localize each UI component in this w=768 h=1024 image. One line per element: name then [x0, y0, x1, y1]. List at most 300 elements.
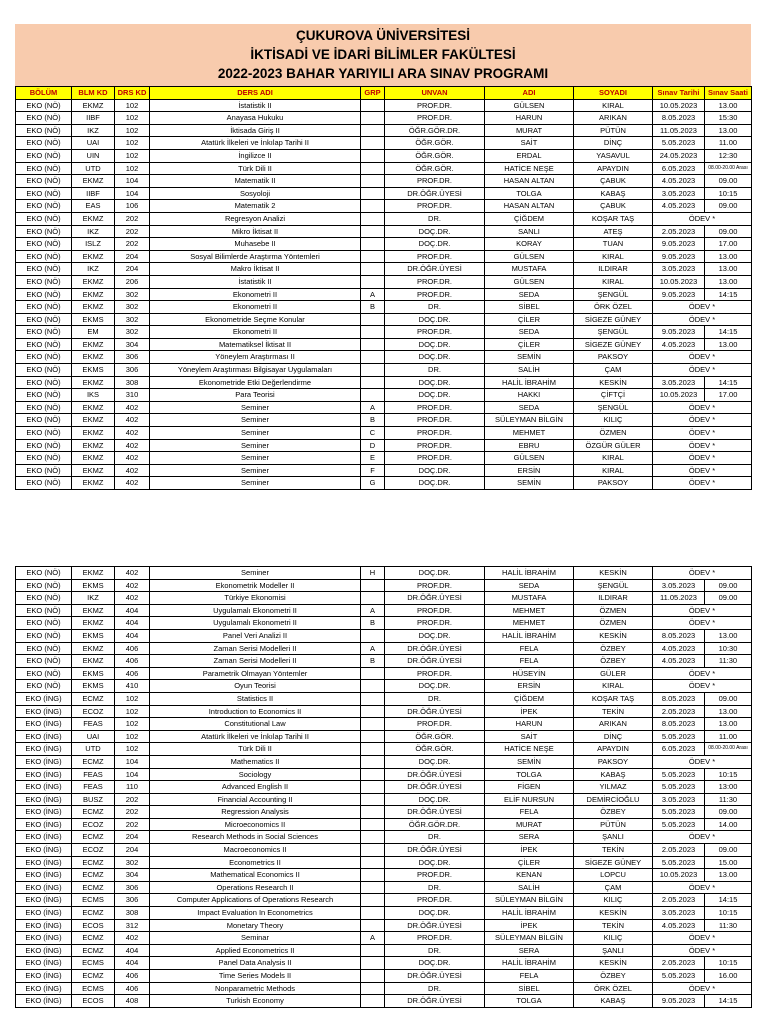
table-cell: FELA: [485, 655, 574, 668]
table-cell: [361, 831, 385, 844]
table-cell: 404: [115, 629, 150, 642]
table-cell: SEMİN: [485, 351, 574, 364]
table-cell: Regresyon Analizi: [150, 212, 361, 225]
table-row: [16, 124, 752, 137]
table-cell: DR.: [385, 212, 485, 225]
table-cell: UAI: [72, 730, 115, 743]
table-row: [16, 175, 752, 188]
table-cell: 15.00: [705, 856, 752, 869]
table-cell: 2.05.2023: [653, 844, 705, 857]
table-cell: EKO (NÖ): [16, 680, 72, 693]
table-cell: IKZ: [72, 263, 115, 276]
table-cell: ECMZ: [72, 806, 115, 819]
table-cell: DOÇ.DR.: [385, 907, 485, 920]
table-cell: SEDA: [485, 326, 574, 339]
table-cell: 402: [115, 567, 150, 580]
table-cell: 09.00: [705, 579, 752, 592]
table-cell: [361, 124, 385, 137]
table-cell: 10:15: [705, 907, 752, 920]
table-cell: 304: [115, 338, 150, 351]
table-cell: TOLGA: [485, 995, 574, 1008]
table-cell: EKMZ: [72, 401, 115, 414]
table-cell: ECMZ: [72, 831, 115, 844]
table-cell: DOÇ.DR.: [385, 477, 485, 490]
table-cell: SANLI: [485, 225, 574, 238]
table-cell: Statistics II: [150, 692, 361, 705]
table-cell: 204: [115, 263, 150, 276]
table-cell: EKO (İNG): [16, 995, 72, 1008]
table-cell: PROF.DR.: [385, 200, 485, 213]
table-cell: Ekonometri II: [150, 301, 361, 314]
table-cell: 14:15: [705, 894, 752, 907]
table-cell: [361, 970, 385, 983]
table-cell: Advanced English II: [150, 781, 361, 794]
table-cell: EKMZ: [72, 351, 115, 364]
table-row: [16, 389, 752, 402]
table-cell: 6.05.2023: [653, 743, 705, 756]
table-row: [16, 187, 752, 200]
table-cell: HATİCE NEŞE: [485, 162, 574, 175]
column-header: BÖLÜM: [16, 87, 72, 100]
table-cell: 406: [115, 982, 150, 995]
table-cell: 5.05.2023: [653, 818, 705, 831]
table-cell: IIBF: [72, 187, 115, 200]
table-cell: [361, 162, 385, 175]
table-cell: SEMİN: [485, 477, 574, 490]
table-cell: 5.05.2023: [653, 806, 705, 819]
table-cell: [361, 326, 385, 339]
table-cell: DOÇ.DR.: [385, 957, 485, 970]
table-cell: 304: [115, 869, 150, 882]
table-cell: 306: [115, 894, 150, 907]
table-cell: SÜLEYMAN BİLGİN: [485, 932, 574, 945]
table-row: [16, 680, 752, 693]
table-cell: [361, 730, 385, 743]
table-row: [16, 301, 752, 314]
table-cell: 404: [115, 957, 150, 970]
table-cell: EKO (İNG): [16, 944, 72, 957]
table-cell: EKO (NÖ): [16, 200, 72, 213]
table-row: [16, 288, 752, 301]
table-cell: 9.05.2023: [653, 288, 705, 301]
table-row: [16, 592, 752, 605]
table-row: [16, 655, 752, 668]
table-cell: TEKİN: [574, 705, 653, 718]
table-cell: [361, 705, 385, 718]
table-cell: EKMZ: [72, 414, 115, 427]
table-cell: DR.ÖĞR.ÜYESİ: [385, 844, 485, 857]
table-cell: SERA: [485, 944, 574, 957]
table-cell: [361, 376, 385, 389]
table-cell: ECMS: [72, 957, 115, 970]
table-cell: ELİF NURSUN: [485, 793, 574, 806]
table-cell: Introduction to Economics II: [150, 705, 361, 718]
table-cell: [361, 869, 385, 882]
table-cell: PAKSOY: [574, 351, 653, 364]
table-row: [16, 112, 752, 125]
table-row: [16, 982, 752, 995]
table-cell: ÖDEV *: [653, 464, 752, 477]
table-cell: IKZ: [72, 124, 115, 137]
table-cell: DOÇ.DR.: [385, 389, 485, 402]
table-cell: H: [361, 567, 385, 580]
table-cell: ÖDEV *: [653, 212, 752, 225]
table-cell: Zaman Serisi Modelleri II: [150, 642, 361, 655]
table-cell: [361, 718, 385, 731]
table-cell: SİBEL: [485, 982, 574, 995]
table-cell: ŞANLI: [574, 831, 653, 844]
table-cell: 14:15: [705, 376, 752, 389]
table-cell: 4.05.2023: [653, 642, 705, 655]
table-row: [16, 957, 752, 970]
table-cell: 402: [115, 579, 150, 592]
table-cell: [361, 907, 385, 920]
table-cell: Mikro İktisat II: [150, 225, 361, 238]
table-cell: Matematik 2: [150, 200, 361, 213]
table-cell: [361, 755, 385, 768]
table-cell: A: [361, 401, 385, 414]
table-cell: 16.00: [705, 970, 752, 983]
table-cell: EKO (İNG): [16, 932, 72, 945]
table-cell: HASAN ALTAN: [485, 175, 574, 188]
table-cell: Uygulamalı Ekonometri II: [150, 617, 361, 630]
table-row: [16, 932, 752, 945]
table-cell: İngilizce II: [150, 149, 361, 162]
table-cell: 206: [115, 275, 150, 288]
table-cell: EKO (NÖ): [16, 604, 72, 617]
table-cell: ÇİĞDEM: [485, 692, 574, 705]
table-cell: Computer Applications of Operations Research: [150, 894, 361, 907]
table-cell: 13.00: [705, 718, 752, 731]
table-cell: DOÇ.DR.: [385, 351, 485, 364]
table-cell: EKMS: [72, 313, 115, 326]
program-title: 2022-2023 BAHAR YARIYILI ARA SINAV PROGRAMI: [217, 66, 549, 81]
table-row: [16, 818, 752, 831]
table-cell: EKMZ: [72, 427, 115, 440]
table-cell: 104: [115, 187, 150, 200]
table-cell: [361, 667, 385, 680]
table-cell: 8.05.2023: [653, 692, 705, 705]
table-cell: [361, 592, 385, 605]
table-row: [16, 275, 752, 288]
table-cell: 10.05.2023: [653, 99, 705, 112]
table-cell: DOÇ.DR.: [385, 793, 485, 806]
table-cell: GÜLSEN: [485, 250, 574, 263]
table-cell: [361, 743, 385, 756]
table-cell: EKO (İNG): [16, 818, 72, 831]
table-cell: [361, 806, 385, 819]
table-cell: PROF.DR.: [385, 288, 485, 301]
table-cell: 202: [115, 238, 150, 251]
table-cell: EKO (NÖ): [16, 401, 72, 414]
table-cell: Impact Evaluation In Econometrics: [150, 907, 361, 920]
table-cell: DR.ÖĞR.ÜYESİ: [385, 655, 485, 668]
table-cell: ÖDEV *: [653, 982, 752, 995]
table-cell: Macroeconomics II: [150, 844, 361, 857]
table-cell: TEKİN: [574, 919, 653, 932]
table-cell: PROF.DR.: [385, 250, 485, 263]
table-cell: [361, 881, 385, 894]
table-cell: DOÇ.DR.: [385, 856, 485, 869]
table-cell: KESKİN: [574, 629, 653, 642]
table-cell: GÜLSEN: [485, 275, 574, 288]
table-cell: 308: [115, 376, 150, 389]
table-cell: ATEŞ: [574, 225, 653, 238]
table-cell: DOÇ.DR.: [385, 680, 485, 693]
table-cell: EKO (NÖ): [16, 427, 72, 440]
table-cell: 308: [115, 907, 150, 920]
table-cell: ÖDEV *: [653, 301, 752, 314]
table-cell: GÜLER: [574, 667, 653, 680]
table-cell: ARIKAN: [574, 718, 653, 731]
table-cell: Anayasa Hukuku: [150, 112, 361, 125]
table-cell: Makro İktisat II: [150, 263, 361, 276]
table-cell: 204: [115, 250, 150, 263]
table-cell: PROF.DR.: [385, 99, 485, 112]
table-cell: G: [361, 477, 385, 490]
table-cell: [361, 957, 385, 970]
table-cell: Nonparametric Methods: [150, 982, 361, 995]
table-cell: EKMZ: [72, 642, 115, 655]
table-cell: EKO (NÖ): [16, 124, 72, 137]
table-cell: SİGEZE GÜNEY: [574, 856, 653, 869]
table-cell: Ekonometride Etki Değerlendirme: [150, 376, 361, 389]
table-cell: İPEK: [485, 844, 574, 857]
table-cell: ÖĞR.GÖR.: [385, 743, 485, 756]
table-cell: 10:30: [705, 642, 752, 655]
table-cell: Atatürk İlkeleri ve İnkılap Tarihi II: [150, 730, 361, 743]
table-cell: ÖDEV *: [653, 477, 752, 490]
table-cell: ECOS: [72, 995, 115, 1008]
table-cell: PAKSOY: [574, 477, 653, 490]
table-cell: EKO (NÖ): [16, 238, 72, 251]
table-cell: 312: [115, 919, 150, 932]
table-cell: FELA: [485, 806, 574, 819]
table-cell: SİGEZE GÜNEY: [574, 338, 653, 351]
table-cell: ÖDEV *: [653, 364, 752, 377]
table-cell: Sociology: [150, 768, 361, 781]
table-cell: Regression Analysis: [150, 806, 361, 819]
column-header: BLM KD: [72, 87, 115, 100]
table-cell: 11.05.2023: [653, 592, 705, 605]
table-cell: 5.05.2023: [653, 730, 705, 743]
table-cell: EKMZ: [72, 477, 115, 490]
table-row: [16, 263, 752, 276]
table-row: [16, 907, 752, 920]
table-cell: ÖDEV *: [653, 452, 752, 465]
table-cell: SAİT: [485, 730, 574, 743]
table-cell: 202: [115, 212, 150, 225]
table-cell: [361, 338, 385, 351]
column-header: SOYADI: [574, 87, 653, 100]
table-cell: Seminer: [150, 401, 361, 414]
table-cell: Operations Research II: [150, 881, 361, 894]
table-cell: DR.: [385, 364, 485, 377]
table-cell: DR.ÖĞR.ÜYESİ: [385, 705, 485, 718]
table-row: [16, 604, 752, 617]
table-cell: ÇİLER: [485, 338, 574, 351]
table-cell: 4.05.2023: [653, 338, 705, 351]
table-cell: D: [361, 439, 385, 452]
table-row: [16, 137, 752, 150]
table-cell: F: [361, 464, 385, 477]
table-cell: EM: [72, 326, 115, 339]
table-cell: 406: [115, 655, 150, 668]
table-cell: 9.05.2023: [653, 238, 705, 251]
table-cell: EKO (İNG): [16, 831, 72, 844]
table-cell: 14:15: [705, 995, 752, 1008]
table-cell: Türk Dili II: [150, 743, 361, 756]
table-cell: EKO (NÖ): [16, 162, 72, 175]
title-banner: [15, 24, 751, 86]
table-cell: EKMZ: [72, 617, 115, 630]
table-cell: 404: [115, 944, 150, 957]
table-cell: KIRAL: [574, 452, 653, 465]
table-cell: Oyun Teorisi: [150, 680, 361, 693]
table-cell: 08.00-20.00 Arası: [705, 743, 752, 756]
table-cell: EKO (NÖ): [16, 414, 72, 427]
table-cell: EKMZ: [72, 99, 115, 112]
table-row: [16, 856, 752, 869]
table-cell: [361, 112, 385, 125]
table-cell: IKS: [72, 389, 115, 402]
table-row: [16, 414, 752, 427]
table-cell: Seminer: [150, 439, 361, 452]
table-row: [16, 881, 752, 894]
table-cell: HARUN: [485, 112, 574, 125]
table-cell: 3.05.2023: [653, 263, 705, 276]
table-cell: DR.: [385, 944, 485, 957]
table-cell: 306: [115, 881, 150, 894]
table-cell: KIRAL: [574, 99, 653, 112]
table-cell: 09.00: [705, 844, 752, 857]
table-row: [16, 692, 752, 705]
table-cell: 8.05.2023: [653, 629, 705, 642]
table-cell: PROF.DR.: [385, 326, 485, 339]
table-row: [16, 944, 752, 957]
table-cell: EKO (İNG): [16, 730, 72, 743]
table-cell: Ekonometri II: [150, 288, 361, 301]
exam-schedule-table-1: [15, 86, 752, 490]
table-cell: EKO (İNG): [16, 856, 72, 869]
table-cell: EKMZ: [72, 439, 115, 452]
table-cell: 202: [115, 818, 150, 831]
table-cell: 102: [115, 692, 150, 705]
table-cell: [361, 389, 385, 402]
table-cell: EKO (NÖ): [16, 464, 72, 477]
table-cell: EKO (NÖ): [16, 452, 72, 465]
table-cell: EKO (İNG): [16, 869, 72, 882]
table-cell: B: [361, 655, 385, 668]
table-cell: Time Series Models II: [150, 970, 361, 983]
table-cell: Turkish Economy: [150, 995, 361, 1008]
table-cell: 14:15: [705, 326, 752, 339]
table-cell: [361, 692, 385, 705]
table-cell: 402: [115, 592, 150, 605]
table-cell: ÖĞR.GÖR.DR.: [385, 124, 485, 137]
table-row: [16, 667, 752, 680]
table-cell: [361, 894, 385, 907]
table-cell: İktisada Giriş II: [150, 124, 361, 137]
table-row: [16, 781, 752, 794]
table-cell: DOÇ.DR.: [385, 755, 485, 768]
table-cell: 102: [115, 124, 150, 137]
table-cell: EKMS: [72, 629, 115, 642]
table-cell: Sosyoloji: [150, 187, 361, 200]
table-cell: [361, 793, 385, 806]
table-cell: ERSİN: [485, 464, 574, 477]
table-cell: ÖDEV *: [653, 351, 752, 364]
table-cell: Seminer: [150, 452, 361, 465]
table-cell: Ekonometrik Modeller II: [150, 579, 361, 592]
table-row: [16, 755, 752, 768]
table-cell: PROF.DR.: [385, 579, 485, 592]
table-cell: ÖZMEN: [574, 427, 653, 440]
table-cell: PROF.DR.: [385, 414, 485, 427]
table-cell: MEHMET: [485, 427, 574, 440]
table-cell: MUSTAFA: [485, 592, 574, 605]
table-row: [16, 376, 752, 389]
table-cell: HÜSEYİN: [485, 667, 574, 680]
table-cell: 402: [115, 414, 150, 427]
table-cell: DOÇ.DR.: [385, 629, 485, 642]
table-cell: KABAŞ: [574, 187, 653, 200]
table-cell: 406: [115, 642, 150, 655]
table-cell: ECMS: [72, 982, 115, 995]
table-cell: KORAY: [485, 238, 574, 251]
table-row: [16, 326, 752, 339]
table-cell: Constitutional Law: [150, 718, 361, 731]
table-cell: 302: [115, 313, 150, 326]
table-cell: ÇİĞDEM: [485, 212, 574, 225]
table-cell: Seminer: [150, 427, 361, 440]
table-cell: ERDAL: [485, 149, 574, 162]
table-cell: 13.00: [705, 99, 752, 112]
table-cell: 404: [115, 604, 150, 617]
table-cell: ÇİFTÇİ: [574, 389, 653, 402]
table-cell: Panel Veri Analizi II: [150, 629, 361, 642]
table-cell: IIBF: [72, 112, 115, 125]
table-cell: ECOZ: [72, 705, 115, 718]
table-cell: 102: [115, 99, 150, 112]
table-cell: EKO (İNG): [16, 881, 72, 894]
table-cell: Econometrics II: [150, 856, 361, 869]
table-cell: ÖZMEN: [574, 617, 653, 630]
table-cell: ECMZ: [72, 856, 115, 869]
table-cell: PAKSOY: [574, 755, 653, 768]
table-cell: ŞENGÜL: [574, 288, 653, 301]
table-cell: ÖDEV *: [653, 567, 752, 580]
table-cell: DOÇ.DR.: [385, 338, 485, 351]
table-cell: EKO (NÖ): [16, 629, 72, 642]
table-cell: ECMZ: [72, 881, 115, 894]
table-cell: DOÇ.DR.: [385, 567, 485, 580]
table-cell: EKO (NÖ): [16, 338, 72, 351]
table-cell: EKO (NÖ): [16, 149, 72, 162]
table-cell: [361, 629, 385, 642]
table-row: [16, 212, 752, 225]
table-cell: EKO (NÖ): [16, 263, 72, 276]
table-cell: KOŞAR TAŞ: [574, 212, 653, 225]
table-cell: 104: [115, 755, 150, 768]
table-cell: [361, 238, 385, 251]
table-cell: [361, 944, 385, 957]
table-row: [16, 793, 752, 806]
table-cell: PROF.DR.: [385, 667, 485, 680]
table-cell: 102: [115, 112, 150, 125]
table-cell: 11.00: [705, 730, 752, 743]
table-cell: ÖDEV *: [653, 604, 752, 617]
